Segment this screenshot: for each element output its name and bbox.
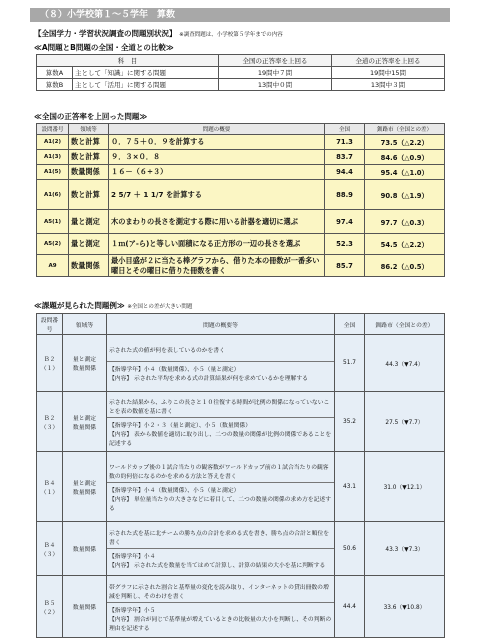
- guidance-text: 【指導学年】小４ 【内容】 示された式を数量を当てはめて計算し、計算の結果の大小を基に判断する: [109, 554, 326, 569]
- summary-cell: 2 5/7 ＋ 1 1/7 を計算する: [109, 180, 325, 210]
- code-cell: Ｂ４ （３）: [37, 522, 63, 576]
- domain-cell: 数と計算: [69, 180, 109, 210]
- issues-note: ※全国との差が大きい問題: [127, 304, 193, 310]
- comparison-table: [36, 54, 445, 91]
- kushiro-cell: 90.8（△1.9）: [365, 180, 445, 210]
- kushiro-cell: 44.3（▼7.4）: [365, 335, 445, 392]
- question-text: 帯グラフに示された割合と基準量の変化を読み取り、インターネットの貸出冊数の増減を判断し、そのわけを書く: [107, 580, 334, 603]
- domain-cell: 量と測定 数量関係: [63, 452, 107, 522]
- kushiro-cell: 84.6（△0.9）: [365, 150, 445, 165]
- code-cell: A5(1): [37, 210, 69, 234]
- col-national: 全国の正答率を上回る: [219, 55, 332, 67]
- table-row: [37, 576, 445, 638]
- kushiro-cell: 43.3（▼7.3）: [365, 522, 445, 576]
- col-domain: 領域等: [63, 314, 107, 335]
- guidance-text: 【指導学年】小５ 【内容】 割合が同じで基準量が増えているときの比較量の大小を判断し、その判断の理由を記述する: [109, 607, 332, 632]
- survey-note: ※調査問題は、小学校第５学年までの内容: [179, 32, 283, 38]
- above-national-table: [36, 123, 445, 277]
- guidance-text: 【指導学年】小４（数量関係）、小５（量と測定） 【内容】 単位量当たりの大きさなどに着目して、二つの数量の関係の求め方を記述する: [109, 487, 332, 512]
- survey-title: 【全国学力・学習状況調査の問題別状況】: [34, 29, 177, 38]
- summary-cell: １ｍ(ア-ら)と等しい面積になる正方形の一辺の長さを選ぶ: [109, 234, 325, 255]
- summary-cell: ０．７５＋０．９を計算する: [109, 135, 325, 150]
- national-cell: 52.3: [325, 234, 365, 255]
- above-national-heading: ≪全国の正答率を上回った問題≫: [34, 112, 148, 121]
- code-cell: Ｂ２ （１）: [37, 335, 63, 392]
- desc-cell: 主として「活用」に関する問題: [73, 79, 219, 91]
- summary-cell: [107, 576, 335, 638]
- table-row: [37, 135, 445, 150]
- national-cell: 85.7: [325, 255, 365, 277]
- col-code: 設問番号: [37, 124, 69, 135]
- national-cell: 71.3: [325, 135, 365, 150]
- domain-cell: 数量関係: [69, 165, 109, 180]
- hokkaido-cell: 13問中３問: [332, 79, 445, 91]
- domain-cell: 数量関係: [63, 576, 107, 638]
- kushiro-cell: 95.4（△1.0）: [365, 165, 445, 180]
- summary-cell: ９．３×０．８: [109, 150, 325, 165]
- issues-table: [36, 313, 445, 638]
- code-cell: A1(3): [37, 150, 69, 165]
- summary-cell: 木のまわりの長さを測定する際に用いる計器を適切に選ぶ: [109, 210, 325, 234]
- table-row: [37, 79, 445, 91]
- col-summary: 問題の概要等: [107, 314, 335, 335]
- col-domain: 領域等: [69, 124, 109, 135]
- kushiro-cell: 73.5（△2.2）: [365, 135, 445, 150]
- national-cell: 19問中７問: [219, 67, 332, 79]
- col-kushiro: 釧路市（全国との差）: [365, 314, 445, 335]
- col-kushiro: 釧路市（全国との差）: [365, 124, 445, 135]
- national-cell: 43.1: [335, 452, 365, 522]
- summary-cell: 最小目盛が２に当たる棒グラフから、借りた本の冊数が一番多い曜日とその曜日に借りた冊数を書く: [109, 255, 325, 277]
- national-cell: 83.7: [325, 150, 365, 165]
- summary-cell: [107, 452, 335, 522]
- kushiro-cell: 33.6（▼10.8）: [365, 576, 445, 638]
- table-row: [37, 335, 445, 392]
- survey-heading: [34, 28, 283, 39]
- question-text: 示された式を基に北チームの勝ち点の合計を求める式を書き、勝ち点の合計と順位を書く: [107, 526, 334, 549]
- guidance-text: 【指導学年】小２・３（量と測定）、小５（数量関係） 【内容】 表から数値を適切に取り出し、二つの数量の関係が比例の関係であることを記述する: [109, 422, 332, 447]
- summary-cell: [107, 522, 335, 576]
- domain-cell: 量と測定: [69, 210, 109, 234]
- national-cell: 13問中０問: [219, 79, 332, 91]
- table-row: [37, 234, 445, 255]
- domain-cell: 数と計算: [69, 135, 109, 150]
- table-row: [37, 150, 445, 165]
- table-row: [37, 67, 445, 79]
- issues-heading: [34, 300, 192, 311]
- kushiro-cell: 27.5（▼7.7）: [365, 392, 445, 452]
- national-cell: 51.7: [335, 335, 365, 392]
- hokkaido-cell: 19問中15問: [332, 67, 445, 79]
- col-national: 全国: [325, 124, 365, 135]
- code-cell: A5(2): [37, 234, 69, 255]
- question-text: ワールドカップ後の１試合当たりの観客数がワールドカップ前の１試合当たりの観客数の約何倍になるのかを求める方法と答えを書く: [107, 460, 334, 483]
- domain-cell: 数と計算: [69, 150, 109, 165]
- national-cell: 88.9: [325, 180, 365, 210]
- guidance-text: 【指導学年】小４（数量関係）、小５（量と測定） 【内容】 示された平均を求める式の計算結果が何を求めているかを理解する: [109, 366, 308, 382]
- kushiro-cell: 97.7（△0.3）: [365, 210, 445, 234]
- table-row: [37, 452, 445, 522]
- issues-title: ≪課題が見られた問題例≫: [34, 301, 125, 310]
- desc-cell: 主として「知識」に関する問題: [73, 67, 219, 79]
- code-cell: A1(2): [37, 135, 69, 150]
- col-national: 全国: [335, 314, 365, 335]
- kushiro-cell: 54.5（△2.2）: [365, 234, 445, 255]
- col-summary: 問題の概要: [109, 124, 325, 135]
- col-hokkaido: 全道の正答率を上回る: [332, 55, 445, 67]
- table-row: [37, 255, 445, 277]
- kushiro-cell: 31.0（▼12.1）: [365, 452, 445, 522]
- summary-cell: [107, 335, 335, 392]
- code-cell: Ｂ５ （２）: [37, 576, 63, 638]
- question-text: 示された式の値が何を表しているのかを書く: [107, 343, 334, 362]
- comparison-heading: ≪A問題とB問題の全国・全道との比較≫: [34, 43, 174, 52]
- question-text: 示された結果から、ふりこの長さと１０往復する時間が比例の関係になっていないことを表の数値を基に書く: [107, 395, 334, 418]
- domain-cell: 量と測定 数量関係: [63, 335, 107, 392]
- code-cell: Ｂ４ （１）: [37, 452, 63, 522]
- page-title: （８）小学校第１～５学年 算数: [30, 8, 450, 22]
- col-code: 設問番号: [37, 314, 63, 335]
- table-row: [37, 392, 445, 452]
- domain-cell: 数量関係: [69, 255, 109, 277]
- code-cell: A1(5): [37, 165, 69, 180]
- domain-cell: 量と測定: [69, 234, 109, 255]
- summary-cell: [107, 392, 335, 452]
- domain-cell: 量と測定 数量関係: [63, 392, 107, 452]
- col-subject: 科 目: [37, 55, 219, 67]
- national-cell: 94.4: [325, 165, 365, 180]
- code-cell: Ｂ２ （３）: [37, 392, 63, 452]
- national-cell: 50.6: [335, 522, 365, 576]
- table-row: [37, 210, 445, 234]
- table-row: [37, 165, 445, 180]
- code-cell: A9: [37, 255, 69, 277]
- summary-cell: １６－（６÷３）: [109, 165, 325, 180]
- domain-cell: 数量関係: [63, 522, 107, 576]
- table-row: [37, 180, 445, 210]
- code-cell: A1(6): [37, 180, 69, 210]
- national-cell: 35.2: [335, 392, 365, 452]
- kushiro-cell: 86.2（△0.5）: [365, 255, 445, 277]
- subject-cell: 算数B: [37, 79, 73, 91]
- subject-cell: 算数A: [37, 67, 73, 79]
- national-cell: 44.4: [335, 576, 365, 638]
- table-row: [37, 522, 445, 576]
- national-cell: 97.4: [325, 210, 365, 234]
